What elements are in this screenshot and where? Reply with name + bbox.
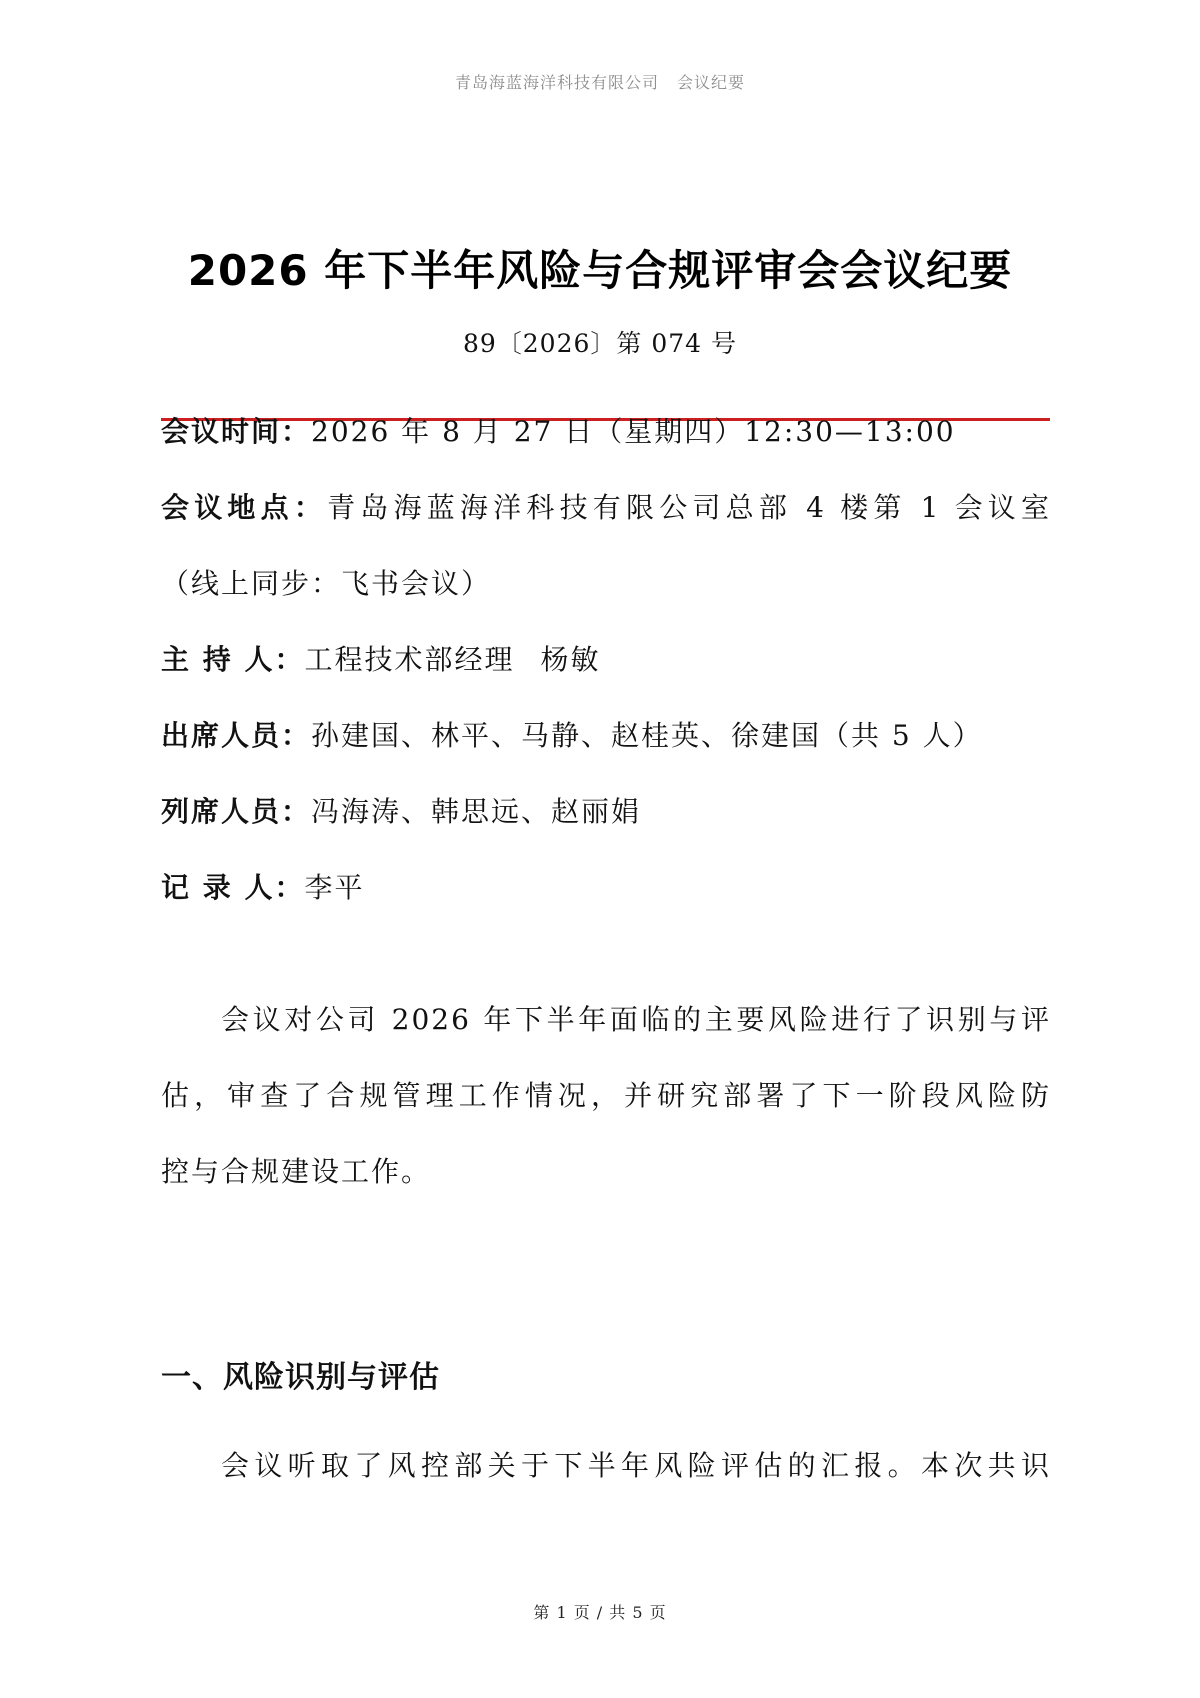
intro-paragraph-line1: 会议对公司 2026 年下半年面临的主要风险进行了识别与评 — [221, 1003, 1051, 1036]
meeting-time-value: 2026 年 8 月 27 日（星期四）12:30—13:00 — [311, 415, 956, 448]
observers-label: 列席人员： — [161, 795, 312, 828]
meeting-place-label: 会议地点： — [161, 491, 328, 524]
intro-paragraph-line2: 估，审查了合规管理工作情况，并研究部署了下一阶段风险防 — [161, 1079, 1051, 1112]
attendees-row — [161, 716, 1051, 756]
meeting-time-row — [161, 412, 1051, 452]
meeting-place-row — [161, 488, 1051, 528]
recorder-label: 记 录 人： — [161, 871, 305, 904]
header-doc-type: 会议纪要 — [677, 73, 746, 92]
header-company: 青岛海蓝海洋科技有限公司 — [454, 73, 659, 92]
page-footer: 第 1 页 / 共 5 页 — [533, 1603, 667, 1622]
host-name: 杨敏 — [540, 643, 601, 676]
observers-row — [161, 792, 1051, 832]
recorder-row — [161, 868, 1051, 908]
observers-value: 冯海涛、韩思远、赵丽娟 — [311, 795, 642, 828]
host-row — [161, 640, 1051, 680]
attendees-label: 出席人员： — [161, 719, 312, 752]
meeting-time-label: 会议时间： — [161, 415, 312, 448]
meeting-place-value-line2: （线上同步：飞书会议） — [161, 567, 492, 600]
intro-paragraph-line3: 控与合规建设工作。 — [161, 1155, 432, 1188]
page-header — [0, 70, 1200, 93]
attendees-value: 孙建国、林平、马静、赵桂英、徐建国（共 5 人） — [311, 719, 983, 752]
document-number: 89〔2026〕第 074 号 — [462, 329, 738, 358]
host-label: 主 持 人： — [161, 643, 305, 676]
section-paragraph-line1: 会议听取了风控部关于下半年风险评估的汇报。本次共识 — [221, 1449, 1051, 1482]
host-role: 工程技术部经理 — [304, 643, 515, 676]
section-heading: 一、风险识别与评估 — [161, 1360, 440, 1395]
meeting-place-value-line1: 青岛海蓝海洋科技有限公司总部 4 楼第 1 会议室 — [327, 491, 1051, 524]
recorder-value: 李平 — [304, 871, 365, 904]
meeting-place-row-continued — [161, 564, 1051, 604]
document-title: 2026 年下半年风险与合规评审会会议纪要 — [187, 246, 1013, 295]
